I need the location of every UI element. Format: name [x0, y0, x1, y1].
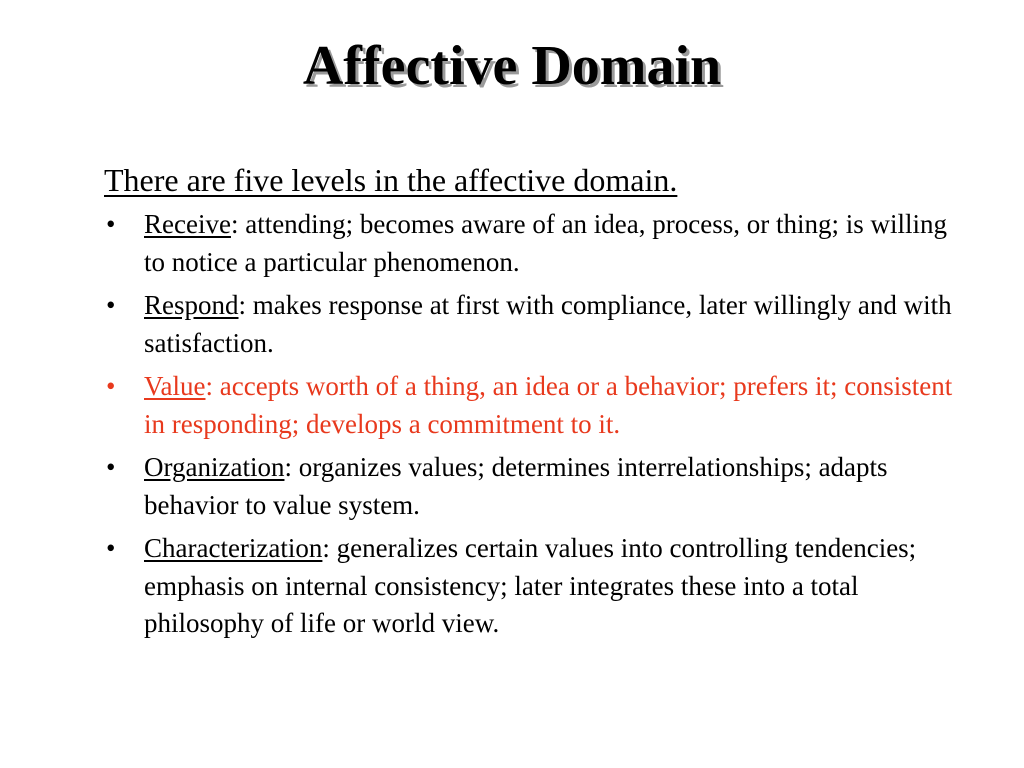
level-term: Receive	[144, 209, 231, 239]
level-item-characterization	[104, 530, 974, 643]
bullet-icon: •	[106, 290, 116, 320]
level-term: Value	[144, 371, 206, 401]
bullet-icon: •	[106, 209, 116, 239]
level-item-respond	[104, 287, 974, 362]
slide-title: Affective Domain	[302, 35, 722, 97]
level-item-value	[104, 368, 974, 443]
level-item-organization	[104, 449, 974, 524]
level-term: Respond	[144, 290, 239, 320]
level-description: : organizes values; determines interrelationships; adapts behavior to value system.	[144, 452, 888, 520]
level-term: Characterization	[144, 533, 323, 563]
bullet-icon: •	[106, 533, 116, 563]
bullet-icon: •	[106, 371, 116, 401]
level-item-receive	[104, 206, 974, 281]
levels-list	[104, 206, 974, 643]
level-description: : accepts worth of a thing, an idea or a behavior; prefers it; consistent in responding; develops a commitment to it.	[144, 371, 953, 439]
level-description: : makes response at first with compliance, later willingly and with satisfaction.	[144, 290, 952, 358]
level-description: : attending; becomes aware of an idea, process, or thing; is willing to notice a particular phenomenon.	[144, 209, 948, 277]
intro-text: There are five levels in the affective domain.	[104, 162, 678, 198]
level-description: : generalizes certain values into controlling tendencies; emphasis on internal consistency; later integrates these into a total philosophy of life or world view.	[144, 533, 917, 638]
level-term: Organization	[144, 452, 285, 482]
bullet-icon: •	[106, 452, 116, 482]
slide-content	[104, 160, 974, 649]
